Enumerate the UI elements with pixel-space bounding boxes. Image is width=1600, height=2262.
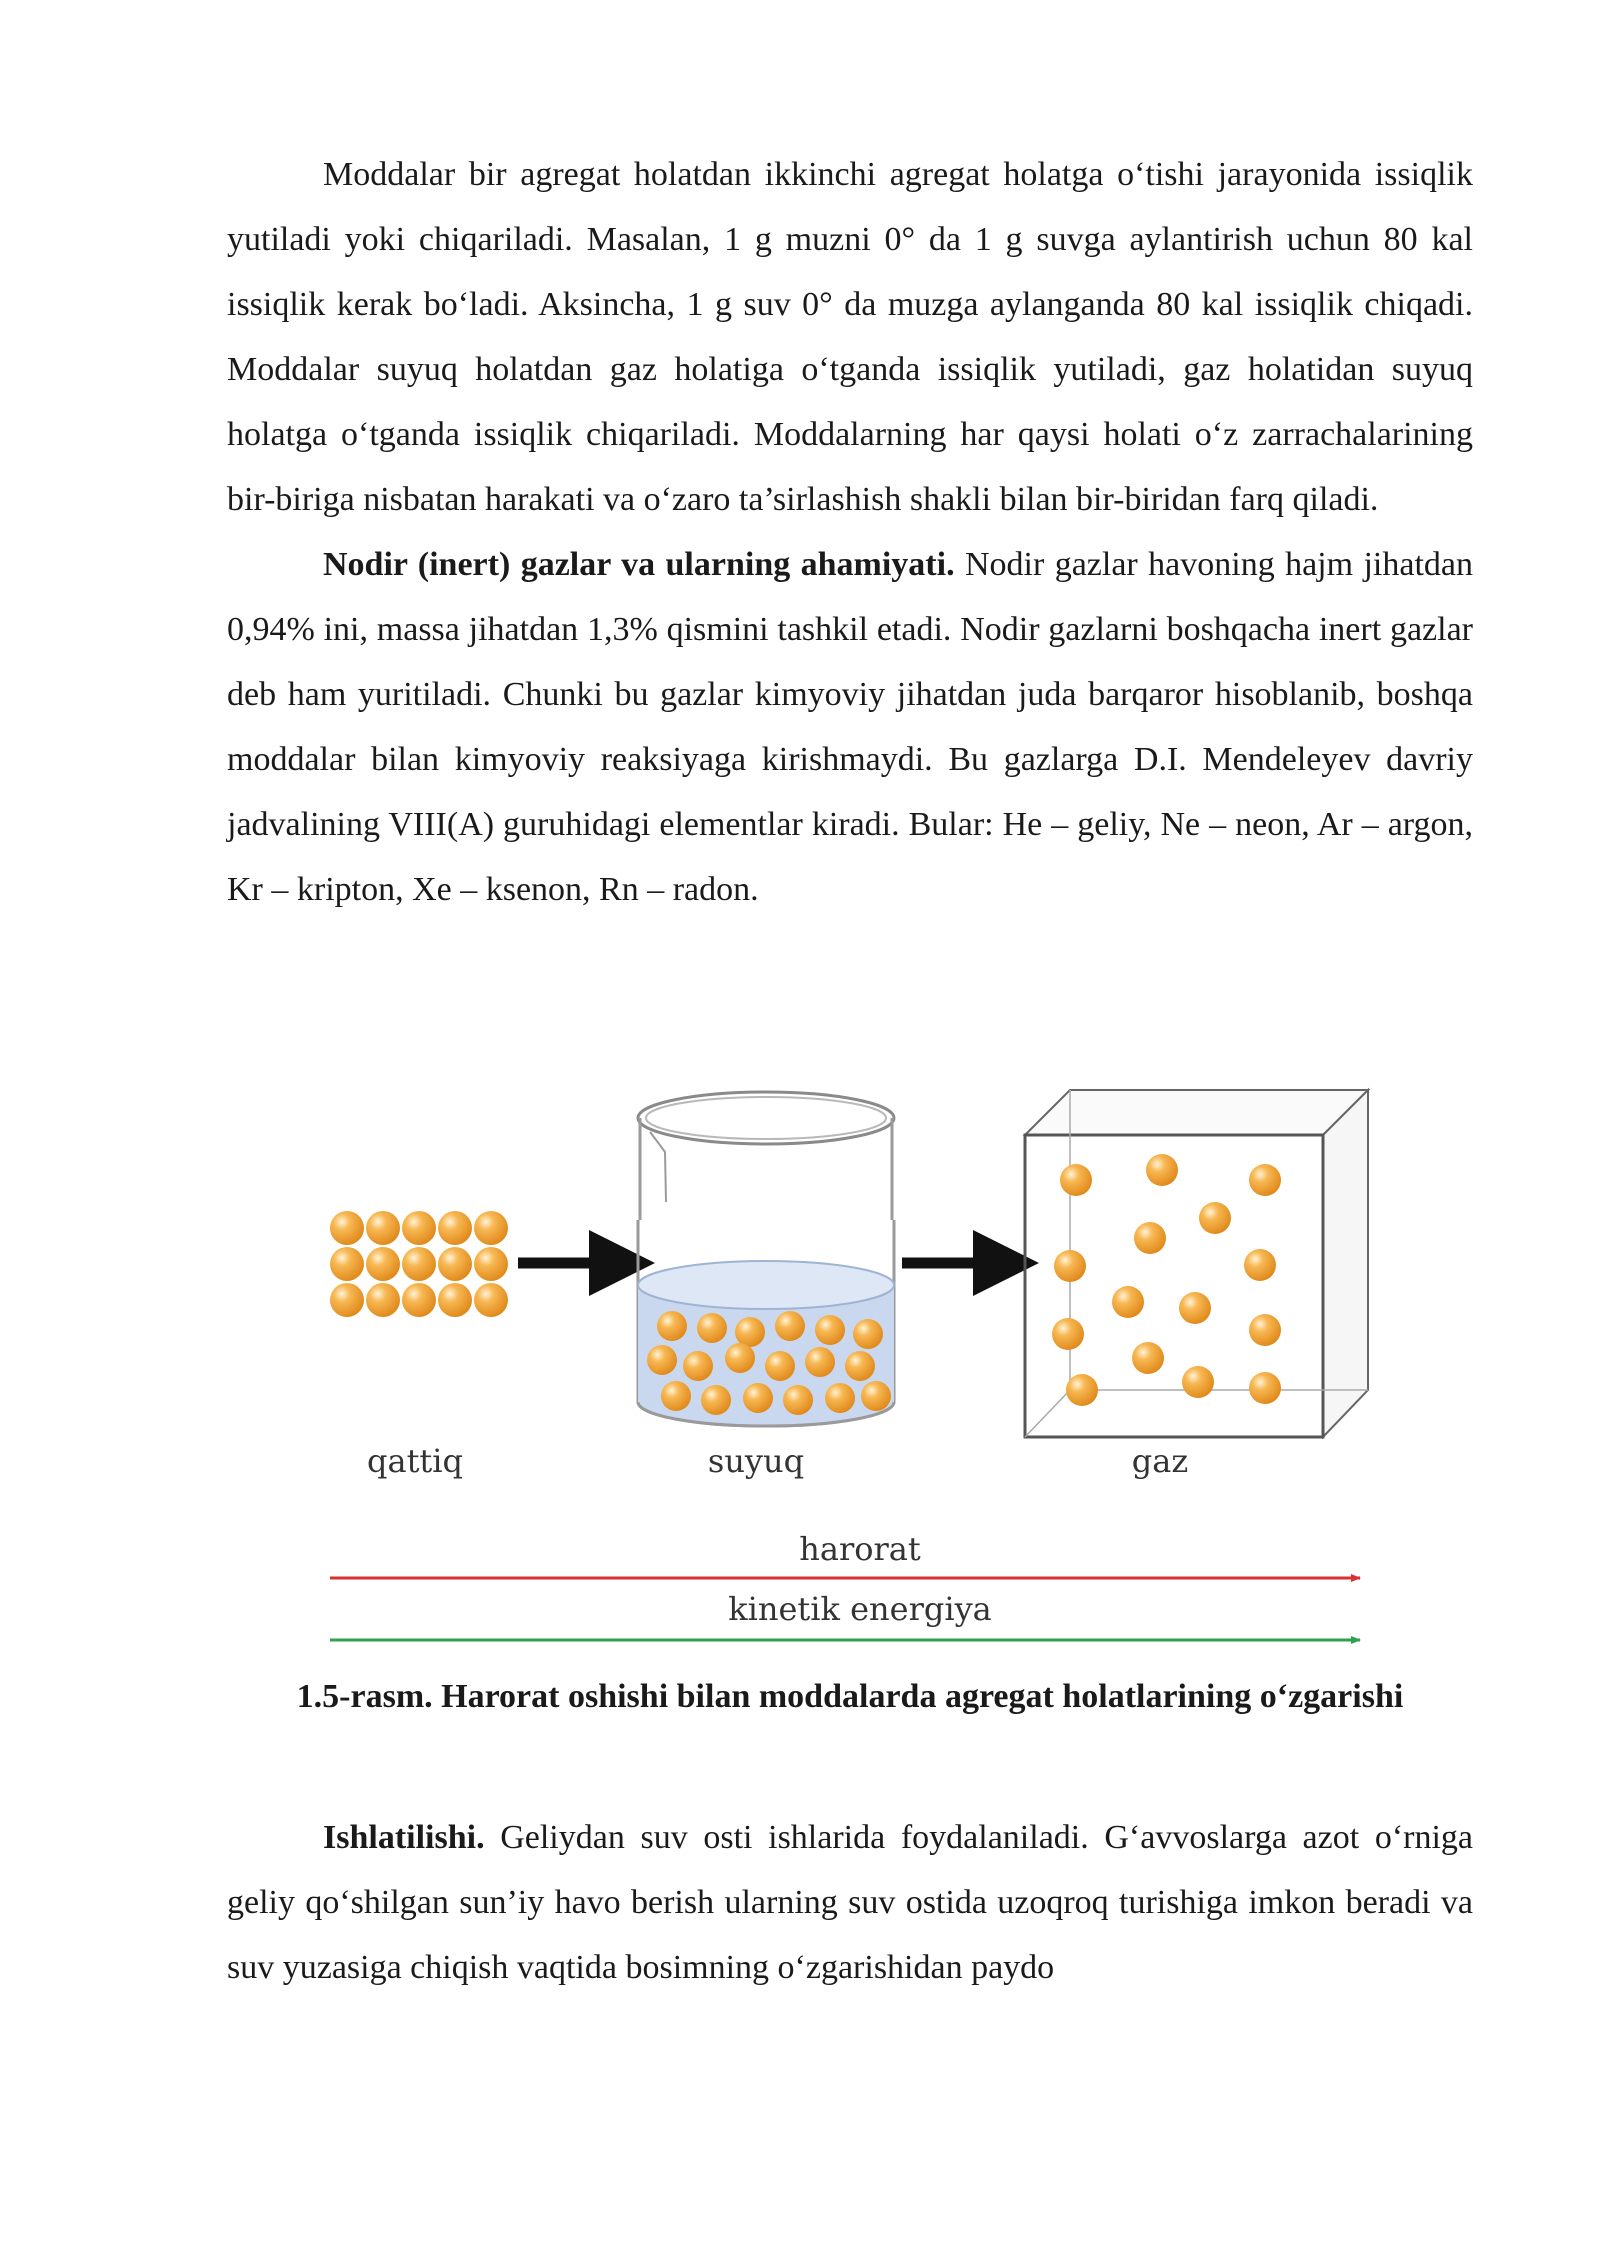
usage-heading: Ishlatilishi. (323, 1819, 485, 1856)
usage-text: Geliydan suv osti ishlarida foydalaniladi. G‘avvoslarga azot o‘rniga geliy qo‘shilgan sun’iy havo berish ularning suv ostida uzoqroq turishiga imkon beradi va suv yuzasiga chiqish vaqtida bosimning o‘zgarishidan paydo (227, 1819, 1473, 1986)
gas-particle (1052, 1318, 1084, 1350)
text-block-top (227, 142, 1473, 922)
label-liquid: suyuq (707, 1442, 805, 1480)
liquid-particle (725, 1343, 755, 1373)
paragraph-phase-transitions (227, 142, 1473, 532)
gas-particle (1066, 1374, 1098, 1406)
label-gas: gaz (1131, 1442, 1189, 1480)
solid-particle (402, 1247, 436, 1281)
label-temperature: harorat (799, 1530, 921, 1568)
liquid-particle (661, 1381, 691, 1411)
solid-particle (330, 1247, 364, 1281)
solid-particle (474, 1247, 508, 1281)
liquid-particle (657, 1311, 687, 1341)
label-solid: qattiq (367, 1442, 463, 1480)
liquid-particle (647, 1345, 677, 1375)
solid-particle (366, 1247, 400, 1281)
gas-particle (1134, 1222, 1166, 1254)
gas-box (1025, 1090, 1368, 1437)
liquid-particle (853, 1319, 883, 1349)
phase-states-figure (320, 1070, 1380, 1660)
liquid-particle (697, 1313, 727, 1343)
solid-particle (366, 1211, 400, 1245)
figure-caption: 1.5-rasm. Harorat oshishi bilan moddalarda agregat holatlarining o‘zgarishi (296, 1678, 1404, 1715)
noble-gases-text: Nodir gazlar havoning hajm jihatdan 0,94% ini, massa jihatdan 1,3% qismini tashkil etadi. Nodir gazlarni boshqacha inert gazlar deb ham yuritiladi. Chunki bu gazlar kimyoviy jihatdan juda barqaror hisoblanib, boshqa moddalar bilan kimyoviy reaksiyaga kirishmaydi. Bu gazlarga D.I. Mendeleyev davriy jadvalining VIII(A) guruhidagi elementlar kiradi. Bular: He – geliy, Ne – neon, Ar – argon, Kr – kripton, Xe – ksenon, Rn – radon. (227, 546, 1473, 908)
liquid-particle (861, 1381, 891, 1411)
solid-particle (366, 1283, 400, 1317)
solid-particle (438, 1283, 472, 1317)
solid-lattice (330, 1211, 508, 1317)
solid-particle (438, 1247, 472, 1281)
liquid-particle (735, 1317, 765, 1347)
solid-particle (402, 1211, 436, 1245)
solid-particle (438, 1211, 472, 1245)
label-kinetic-energy: kinetik energiya (728, 1590, 992, 1628)
beaker (638, 1092, 894, 1426)
noble-gases-heading: Nodir (inert) gazlar va ularning ahamiyati. (323, 546, 955, 583)
solid-particle (474, 1283, 508, 1317)
gas-particles (1052, 1154, 1281, 1406)
liquid-particle (783, 1385, 813, 1415)
paragraph-usage (227, 1805, 1473, 2000)
liquid-particle (825, 1383, 855, 1413)
gas-particle (1249, 1372, 1281, 1404)
solid-particle (474, 1211, 508, 1245)
gas-particle (1054, 1250, 1086, 1282)
liquid-particle (765, 1351, 795, 1381)
gas-particle (1244, 1249, 1276, 1281)
gas-particle (1132, 1342, 1164, 1374)
gas-particle (1249, 1164, 1281, 1196)
gas-particle (1112, 1286, 1144, 1318)
liquid-particle (683, 1351, 713, 1381)
solid-particle (330, 1283, 364, 1317)
text-block-bottom (227, 1805, 1473, 2000)
gas-particle (1182, 1366, 1214, 1398)
liquid-particle (701, 1385, 731, 1415)
liquid-particle (845, 1351, 875, 1381)
liquid-particle (743, 1383, 773, 1413)
gas-particle (1146, 1154, 1178, 1186)
solid-particle (402, 1283, 436, 1317)
paragraph-phase-transitions-text: Moddalar bir agregat holatdan ikkinchi agregat holatga o‘tishi jarayonida issiqlik yutiladi yoki chiqariladi. Masalan, 1 g muzni 0° da 1 g suvga aylantirish uchun 80 kal issiqlik kerak bo‘ladi. Aksincha, 1 g suv 0° da muzga aylanganda 80 kal issiqlik chiqadi. Moddalar suyuq holatdan gaz holatiga o‘tganda issiqlik yutiladi, gaz holatidan suyuq holatga o‘tganda issiqlik chiqariladi. Moddalarning har qaysi holati o‘z zarrachalarining bir-biriga nisbatan harakati va o‘zaro ta’sirlashish shakli bilan bir-biridan farq qiladi. (227, 156, 1473, 518)
gas-particle (1249, 1314, 1281, 1346)
paragraph-noble-gases (227, 532, 1473, 922)
solid-particle (330, 1211, 364, 1245)
gas-particle (1060, 1164, 1092, 1196)
liquid-particle (815, 1315, 845, 1345)
gas-particle (1179, 1292, 1211, 1324)
phase-states-illustration (320, 1070, 1380, 1660)
liquid-particle (775, 1311, 805, 1341)
liquid-particle (805, 1347, 835, 1377)
gas-particle (1199, 1202, 1231, 1234)
